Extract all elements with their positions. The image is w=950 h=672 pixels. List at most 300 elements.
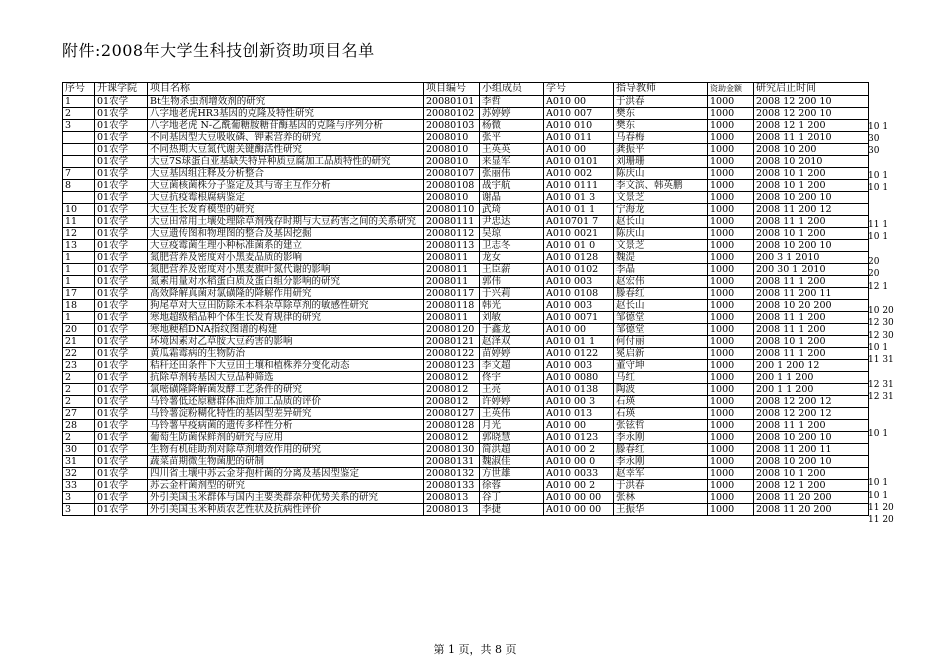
cell-time: 2008 10 1 200 bbox=[754, 168, 869, 180]
cell-project-name: 外引美国玉米群体与国内主要类群杂种优势关系的研究 bbox=[148, 492, 424, 504]
cell-project-code: 2008011 bbox=[424, 312, 480, 324]
overflow-text: 30 bbox=[868, 133, 880, 144]
cell-time: 2008 11 1 200 bbox=[754, 276, 869, 288]
cell-fund: 1000 bbox=[708, 468, 754, 480]
cell-time: 2008 12 200 12 bbox=[754, 408, 869, 420]
cell-project-name: 不同基因型大豆吸收磷、钾素营养的研究 bbox=[148, 132, 424, 144]
cell-student-id: A010 0128 bbox=[544, 252, 614, 264]
cell-student-id: A010 00 2 bbox=[544, 480, 614, 492]
cell-project-code: 2008012 bbox=[424, 372, 480, 384]
cell-time: 2008 10 1 200 bbox=[754, 180, 869, 192]
cell-project-code: 2008013 bbox=[424, 504, 480, 516]
cell-project-code: 2008011 bbox=[424, 252, 480, 264]
cell-member: 谷丁 bbox=[480, 492, 544, 504]
cell-project-code: 20080122 bbox=[424, 348, 480, 360]
cell-college: 01农学 bbox=[95, 252, 148, 264]
cell-no: 12 bbox=[63, 228, 95, 240]
cell-student-id: A010 0102 bbox=[544, 264, 614, 276]
cell-no: 11 bbox=[63, 216, 95, 228]
cell-project-name: 蔬菜苗期微生物菌肥的研制 bbox=[148, 456, 424, 468]
overflow-text: 12 30 bbox=[868, 330, 894, 341]
cell-time: 2008 10 200 10 bbox=[754, 240, 869, 252]
table-row bbox=[63, 180, 869, 192]
cell-no: 2 bbox=[63, 108, 95, 120]
overflow-text: 12 31 bbox=[868, 379, 894, 390]
cell-project-name: 四川省土壤中苏云金芽孢杆菌的分离及基因型鉴定 bbox=[148, 468, 424, 480]
cell-college: 01农学 bbox=[95, 96, 148, 108]
cell-teacher: 张铉哲 bbox=[614, 420, 708, 432]
table-row bbox=[63, 228, 869, 240]
cell-project-name: 大豆菌核菌株分子鉴定及其与寄主互作分析 bbox=[148, 180, 424, 192]
cell-student-id: A010 00 00 bbox=[544, 504, 614, 516]
cell-student-id: A010 003 bbox=[544, 360, 614, 372]
cell-project-name: 氮素用量对水稻蛋白质及蛋白组分影响的研究 bbox=[148, 276, 424, 288]
cell-teacher: 文景芝 bbox=[614, 240, 708, 252]
project-table bbox=[62, 82, 869, 516]
cell-member: 尹忠达 bbox=[480, 216, 544, 228]
cell-project-code: 20080130 bbox=[424, 444, 480, 456]
cell-student-id: A010 00 00 bbox=[544, 492, 614, 504]
cell-college: 01农学 bbox=[95, 468, 148, 480]
header-time: 研究启止时间 bbox=[754, 83, 869, 96]
cell-project-name: 寒地超级稻品种个体生长发育规律的研究 bbox=[148, 312, 424, 324]
cell-member: 月光 bbox=[480, 420, 544, 432]
cell-college: 01农学 bbox=[95, 264, 148, 276]
cell-project-name: 大豆7S球蛋白亚基缺失特异种质豆腐加工品质特性的研究 bbox=[148, 156, 424, 168]
cell-no bbox=[63, 144, 95, 156]
cell-fund: 1000 bbox=[708, 168, 754, 180]
cell-college: 01农学 bbox=[95, 396, 148, 408]
cell-member: 王英伟 bbox=[480, 408, 544, 420]
cell-member: 苗婷婷 bbox=[480, 348, 544, 360]
overflow-text: 10 1 bbox=[868, 343, 889, 353]
cell-no: 10 bbox=[63, 204, 95, 216]
cell-student-id: A010 01 1 bbox=[544, 204, 614, 216]
cell-fund: 1000 bbox=[708, 252, 754, 264]
cell-project-code: 20080121 bbox=[424, 336, 480, 348]
overflow-text: 10 1 bbox=[868, 478, 889, 489]
table-row bbox=[63, 396, 869, 408]
cell-project-code: 20080127 bbox=[424, 408, 480, 420]
cell-member: 郭晓慧 bbox=[480, 432, 544, 444]
cell-college: 01农学 bbox=[95, 240, 148, 252]
cell-no: 1 bbox=[63, 276, 95, 288]
cell-fund: 1000 bbox=[708, 204, 754, 216]
cell-college: 01农学 bbox=[95, 420, 148, 432]
cell-member: 简洪超 bbox=[480, 444, 544, 456]
cell-project-code: 20080118 bbox=[424, 300, 480, 312]
cell-fund: 1000 bbox=[708, 156, 754, 168]
cell-college: 01农学 bbox=[95, 276, 148, 288]
cell-college: 01农学 bbox=[95, 144, 148, 156]
cell-student-id: A010 0122 bbox=[544, 348, 614, 360]
cell-no: 33 bbox=[63, 480, 95, 492]
cell-teacher: 马春梅 bbox=[614, 132, 708, 144]
cell-member: 李捷 bbox=[480, 504, 544, 516]
page-title: 附件:2008年大学生科技创新资助项目名单 bbox=[62, 41, 375, 60]
cell-fund: 1000 bbox=[708, 312, 754, 324]
cell-time: 2008 11 200 11 bbox=[754, 444, 869, 456]
cell-project-code: 20080131 bbox=[424, 456, 480, 468]
cell-student-id: A010 00 3 bbox=[544, 396, 614, 408]
cell-time: 2008 11 20 200 bbox=[754, 492, 869, 504]
cell-college: 01农学 bbox=[95, 504, 148, 516]
cell-project-code: 20080123 bbox=[424, 360, 480, 372]
cell-member: 许婷婷 bbox=[480, 396, 544, 408]
cell-college: 01农学 bbox=[95, 312, 148, 324]
cell-student-id: A010 003 bbox=[544, 300, 614, 312]
cell-no: 27 bbox=[63, 408, 95, 420]
cell-time: 2008 10 200 bbox=[754, 144, 869, 156]
cell-project-code: 20080112 bbox=[424, 228, 480, 240]
header-name: 项目名称 bbox=[148, 83, 424, 96]
cell-fund: 1000 bbox=[708, 192, 754, 204]
cell-college: 01农学 bbox=[95, 156, 148, 168]
cell-project-name: 氮肥营养及密度对小黑麦旗叶氮代谢的影响 bbox=[148, 264, 424, 276]
cell-no: 23 bbox=[63, 360, 95, 372]
cell-member: 魏淑佳 bbox=[480, 456, 544, 468]
cell-student-id: A010 007 bbox=[544, 108, 614, 120]
cell-student-id: A010 002 bbox=[544, 168, 614, 180]
cell-member: 佟宇 bbox=[480, 372, 544, 384]
cell-student-id: A010 003 bbox=[544, 276, 614, 288]
cell-fund: 1000 bbox=[708, 480, 754, 492]
cell-project-name: 八字地老虎HR3基因的克隆及特性研究 bbox=[148, 108, 424, 120]
cell-teacher: 刘珊珊 bbox=[614, 156, 708, 168]
cell-member: 卫志冬 bbox=[480, 240, 544, 252]
cell-no bbox=[63, 156, 95, 168]
cell-teacher: 于洪春 bbox=[614, 96, 708, 108]
cell-project-name: 秸秆还田条件下大豆田土壤和植株养分变化动态 bbox=[148, 360, 424, 372]
cell-project-name: 氮肥营养及密度对小黑麦品质的影响 bbox=[148, 252, 424, 264]
cell-no bbox=[63, 132, 95, 144]
cell-teacher: 李晶 bbox=[614, 264, 708, 276]
cell-member: 王臣薪 bbox=[480, 264, 544, 276]
table-row bbox=[63, 432, 869, 444]
cell-time: 2008 11 1 2010 bbox=[754, 132, 869, 144]
header-code: 项目编号 bbox=[424, 83, 480, 96]
cell-college: 01农学 bbox=[95, 444, 148, 456]
cell-time: 2008 12 1 200 bbox=[754, 480, 869, 492]
cell-time: 2008 10 1 200 bbox=[754, 468, 869, 480]
cell-project-code: 2008012 bbox=[424, 384, 480, 396]
header-college: 开课学院 bbox=[95, 83, 148, 96]
cell-fund: 1000 bbox=[708, 216, 754, 228]
cell-project-code: 20080102 bbox=[424, 108, 480, 120]
table-header-row bbox=[63, 83, 869, 96]
table-row bbox=[63, 96, 869, 108]
cell-student-id: A010 010 bbox=[544, 120, 614, 132]
table-row bbox=[63, 492, 869, 504]
table-row bbox=[63, 192, 869, 204]
cell-student-id: A010 0071 bbox=[544, 312, 614, 324]
cell-student-id: A010 0123 bbox=[544, 432, 614, 444]
cell-college: 01农学 bbox=[95, 324, 148, 336]
cell-college: 01农学 bbox=[95, 408, 148, 420]
table-row bbox=[63, 384, 869, 396]
cell-time: 2008 12 1 200 bbox=[754, 120, 869, 132]
table-row bbox=[63, 240, 869, 252]
overflow-text: 10 1 bbox=[868, 429, 889, 440]
cell-project-name: 狗尾草对大豆田防除禾本科杂草除草剂的敏感性研究 bbox=[148, 300, 424, 312]
overflow-text: 11 20 bbox=[868, 502, 894, 513]
cell-member: 苏婷婷 bbox=[480, 108, 544, 120]
cell-time: 2008 11 200 12 bbox=[754, 204, 869, 216]
cell-college: 01农学 bbox=[95, 348, 148, 360]
cell-teacher: 邹德堂 bbox=[614, 312, 708, 324]
cell-college: 01农学 bbox=[95, 216, 148, 228]
cell-member: 韩光 bbox=[480, 300, 544, 312]
cell-time: 2008 11 20 200 bbox=[754, 504, 869, 516]
overflow-text: 10 1 bbox=[868, 490, 889, 501]
cell-teacher: 石瑛 bbox=[614, 396, 708, 408]
cell-student-id: A010 0080 bbox=[544, 372, 614, 384]
cell-project-code: 20080132 bbox=[424, 468, 480, 480]
table-row bbox=[63, 216, 869, 228]
table-row bbox=[63, 372, 869, 384]
cell-student-id: A010 0138 bbox=[544, 384, 614, 396]
cell-no: 20 bbox=[63, 324, 95, 336]
cell-project-code: 20080113 bbox=[424, 240, 480, 252]
cell-project-code: 2008010 bbox=[424, 144, 480, 156]
cell-no: 31 bbox=[63, 456, 95, 468]
cell-no: 3 bbox=[63, 492, 95, 504]
table-row bbox=[63, 204, 869, 216]
cell-college: 01农学 bbox=[95, 492, 148, 504]
table-row bbox=[63, 252, 869, 264]
cell-no: 2 bbox=[63, 396, 95, 408]
cell-student-id: A010701 7 bbox=[544, 216, 614, 228]
cell-time: 200 1 200 12 bbox=[754, 360, 869, 372]
cell-teacher: 滕春红 bbox=[614, 288, 708, 300]
table-row bbox=[63, 324, 869, 336]
cell-college: 01农学 bbox=[95, 228, 148, 240]
cell-fund: 1000 bbox=[708, 384, 754, 396]
cell-project-name: 大豆抗疫霉根腐病鉴定 bbox=[148, 192, 424, 204]
cell-no: 1 bbox=[63, 252, 95, 264]
table-row bbox=[63, 264, 869, 276]
cell-teacher: 石瑛 bbox=[614, 408, 708, 420]
cell-college: 01农学 bbox=[95, 132, 148, 144]
cell-teacher: 冕启新 bbox=[614, 348, 708, 360]
cell-project-name: 大豆基因组注释及分析整合 bbox=[148, 168, 424, 180]
cell-project-code: 2008013 bbox=[424, 492, 480, 504]
cell-project-code: 2008011 bbox=[424, 276, 480, 288]
overflow-text: 10 1 bbox=[868, 121, 889, 132]
cell-college: 01农学 bbox=[95, 120, 148, 132]
cell-project-code: 20080107 bbox=[424, 168, 480, 180]
table-row bbox=[63, 156, 869, 168]
cell-project-code: 2008012 bbox=[424, 396, 480, 408]
cell-time: 200 3 1 2010 bbox=[754, 252, 869, 264]
cell-no: 3 bbox=[63, 120, 95, 132]
cell-teacher: 董守坤 bbox=[614, 360, 708, 372]
cell-member: 杨微 bbox=[480, 120, 544, 132]
cell-fund: 1000 bbox=[708, 288, 754, 300]
cell-fund: 1000 bbox=[708, 372, 754, 384]
cell-teacher: 赵长山 bbox=[614, 300, 708, 312]
cell-no: 7 bbox=[63, 168, 95, 180]
cell-no: 1 bbox=[63, 264, 95, 276]
cell-member: 张平 bbox=[480, 132, 544, 144]
cell-student-id: A010 0021 bbox=[544, 228, 614, 240]
cell-fund: 1000 bbox=[708, 132, 754, 144]
table-row bbox=[63, 456, 869, 468]
cell-project-name: 不同热期大豆氮代谢关键酶活性研究 bbox=[148, 144, 424, 156]
cell-project-code: 20080101 bbox=[424, 96, 480, 108]
cell-fund: 1000 bbox=[708, 300, 754, 312]
cell-teacher: 宁海龙 bbox=[614, 204, 708, 216]
cell-project-name: 抗除草剂转基因大豆品种筛选 bbox=[148, 372, 424, 384]
cell-fund: 1000 bbox=[708, 264, 754, 276]
cell-student-id: A010 00 bbox=[544, 420, 614, 432]
cell-college: 01农学 bbox=[95, 108, 148, 120]
cell-student-id: A010 0111 bbox=[544, 180, 614, 192]
cell-project-code: 20080111 bbox=[424, 216, 480, 228]
overflow-text: 10 1 bbox=[868, 170, 889, 181]
cell-teacher: 于洪春 bbox=[614, 480, 708, 492]
table-row bbox=[63, 120, 869, 132]
cell-project-name: 高效降解真菌对氯磺隆的降解作用研究 bbox=[148, 288, 424, 300]
overflow-text: 11 20 bbox=[868, 515, 894, 526]
table-row bbox=[63, 300, 869, 312]
cell-no: 8 bbox=[63, 180, 95, 192]
cell-project-code: 20080128 bbox=[424, 420, 480, 432]
overflow-text: 10 1 bbox=[868, 183, 889, 194]
overflow-text: 12 1 bbox=[868, 281, 889, 292]
cell-project-name: 外引美国玉米种质农艺性状及抗病性评价 bbox=[148, 504, 424, 516]
header-fund: 资助金额 bbox=[708, 83, 754, 96]
cell-no: 13 bbox=[63, 240, 95, 252]
table-row bbox=[63, 312, 869, 324]
cell-time: 2008 10 200 10 bbox=[754, 192, 869, 204]
cell-time: 2008 12 200 10 bbox=[754, 108, 869, 120]
cell-fund: 1000 bbox=[708, 180, 754, 192]
cell-teacher: 李永刚 bbox=[614, 456, 708, 468]
table-row bbox=[63, 288, 869, 300]
table-row bbox=[63, 132, 869, 144]
cell-member: 于兴莉 bbox=[480, 288, 544, 300]
cell-teacher: 赵宏伟 bbox=[614, 276, 708, 288]
cell-fund: 1000 bbox=[708, 456, 754, 468]
cell-member: 来显军 bbox=[480, 156, 544, 168]
cell-project-name: 大豆生长发育模型的研究 bbox=[148, 204, 424, 216]
cell-student-id: A010 01 1 bbox=[544, 336, 614, 348]
cell-project-code: 20080103 bbox=[424, 120, 480, 132]
cell-fund: 1000 bbox=[708, 492, 754, 504]
cell-time: 2008 10 200 10 bbox=[754, 432, 869, 444]
cell-project-name: 马铃薯淀粉糊化特性的基因型差异研究 bbox=[148, 408, 424, 420]
cell-fund: 1000 bbox=[708, 240, 754, 252]
cell-time: 2008 11 200 11 bbox=[754, 288, 869, 300]
cell-project-name: 环境因素对乙草胺大豆药害的影响 bbox=[148, 336, 424, 348]
cell-fund: 1000 bbox=[708, 408, 754, 420]
cell-student-id: A010 00 0 bbox=[544, 456, 614, 468]
overflow-text: 11 31 bbox=[868, 355, 894, 366]
cell-no: 3 bbox=[63, 504, 95, 516]
cell-student-id: A010 0108 bbox=[544, 288, 614, 300]
cell-college: 01农学 bbox=[95, 360, 148, 372]
overflow-text: 20 bbox=[868, 269, 880, 280]
cell-teacher: 文景芝 bbox=[614, 192, 708, 204]
cell-no: 17 bbox=[63, 288, 95, 300]
cell-college: 01农学 bbox=[95, 456, 148, 468]
cell-member: 吴琼 bbox=[480, 228, 544, 240]
cell-teacher: 赵幸军 bbox=[614, 468, 708, 480]
cell-teacher: 樊东 bbox=[614, 120, 708, 132]
page-footer: 第 1 页，共 8 页 bbox=[433, 643, 517, 656]
cell-member: 方世雄 bbox=[480, 468, 544, 480]
cell-time: 200 30 1 2010 bbox=[754, 264, 869, 276]
overflow-text: 20 bbox=[868, 256, 880, 267]
table-row bbox=[63, 336, 869, 348]
cell-college: 01农学 bbox=[95, 168, 148, 180]
cell-project-name: 氯嘧磺隆降解菌发酵工艺条件的研究 bbox=[148, 384, 424, 396]
cell-college: 01农学 bbox=[95, 192, 148, 204]
cell-teacher: 陈庆山 bbox=[614, 228, 708, 240]
cell-college: 01农学 bbox=[95, 204, 148, 216]
cell-project-code: 20080120 bbox=[424, 324, 480, 336]
cell-no: 21 bbox=[63, 336, 95, 348]
cell-teacher: 李文滨、韩英鹏 bbox=[614, 180, 708, 192]
cell-fund: 1000 bbox=[708, 360, 754, 372]
cell-no: 30 bbox=[63, 444, 95, 456]
cell-no: 28 bbox=[63, 420, 95, 432]
cell-time: 200 1 1 200 bbox=[754, 384, 869, 396]
cell-student-id: A010 0033 bbox=[544, 468, 614, 480]
cell-project-name: 大豆田常用土壤处理除草剂残存时期与大豆药害之间的关系研究 bbox=[148, 216, 424, 228]
cell-project-name: 黄瓜霜霉病的生物防治 bbox=[148, 348, 424, 360]
cell-time: 2008 12 200 10 bbox=[754, 96, 869, 108]
cell-student-id: A010 00 2 bbox=[544, 444, 614, 456]
table-row bbox=[63, 168, 869, 180]
cell-college: 01农学 bbox=[95, 336, 148, 348]
cell-fund: 1000 bbox=[708, 144, 754, 156]
cell-time: 2008 11 1 200 bbox=[754, 324, 869, 336]
cell-no: 2 bbox=[63, 432, 95, 444]
cell-college: 01农学 bbox=[95, 288, 148, 300]
cell-teacher: 何付丽 bbox=[614, 336, 708, 348]
table-row bbox=[63, 276, 869, 288]
cell-fund: 1000 bbox=[708, 96, 754, 108]
cell-project-name: 大豆遗传图和物理图的整合及基因挖掘 bbox=[148, 228, 424, 240]
table-row bbox=[63, 360, 869, 372]
cell-time: 2008 10 2010 bbox=[754, 156, 869, 168]
cell-student-id: A010 01 3 bbox=[544, 192, 614, 204]
cell-fund: 1000 bbox=[708, 324, 754, 336]
cell-teacher: 樊东 bbox=[614, 108, 708, 120]
cell-college: 01农学 bbox=[95, 384, 148, 396]
cell-project-code: 20080108 bbox=[424, 180, 480, 192]
cell-college: 01农学 bbox=[95, 372, 148, 384]
overflow-text: 30 bbox=[868, 146, 880, 157]
cell-student-id: A010 013 bbox=[544, 408, 614, 420]
cell-member: 王亮 bbox=[480, 384, 544, 396]
cell-college: 01农学 bbox=[95, 180, 148, 192]
cell-time: 2008 10 200 10 bbox=[754, 456, 869, 468]
cell-teacher: 魏湜 bbox=[614, 252, 708, 264]
cell-time: 2008 11 1 200 bbox=[754, 312, 869, 324]
cell-project-code: 2008012 bbox=[424, 432, 480, 444]
cell-student-id: A010 00 bbox=[544, 144, 614, 156]
cell-no: 1 bbox=[63, 96, 95, 108]
cell-no: 1 bbox=[63, 312, 95, 324]
table-row bbox=[63, 420, 869, 432]
cell-project-name: 苏云金杆菌剂型的研究 bbox=[148, 480, 424, 492]
cell-project-name: 寒地粳稻DNA指纹图谱的构建 bbox=[148, 324, 424, 336]
cell-teacher: 陶波 bbox=[614, 384, 708, 396]
cell-teacher: 张林 bbox=[614, 492, 708, 504]
